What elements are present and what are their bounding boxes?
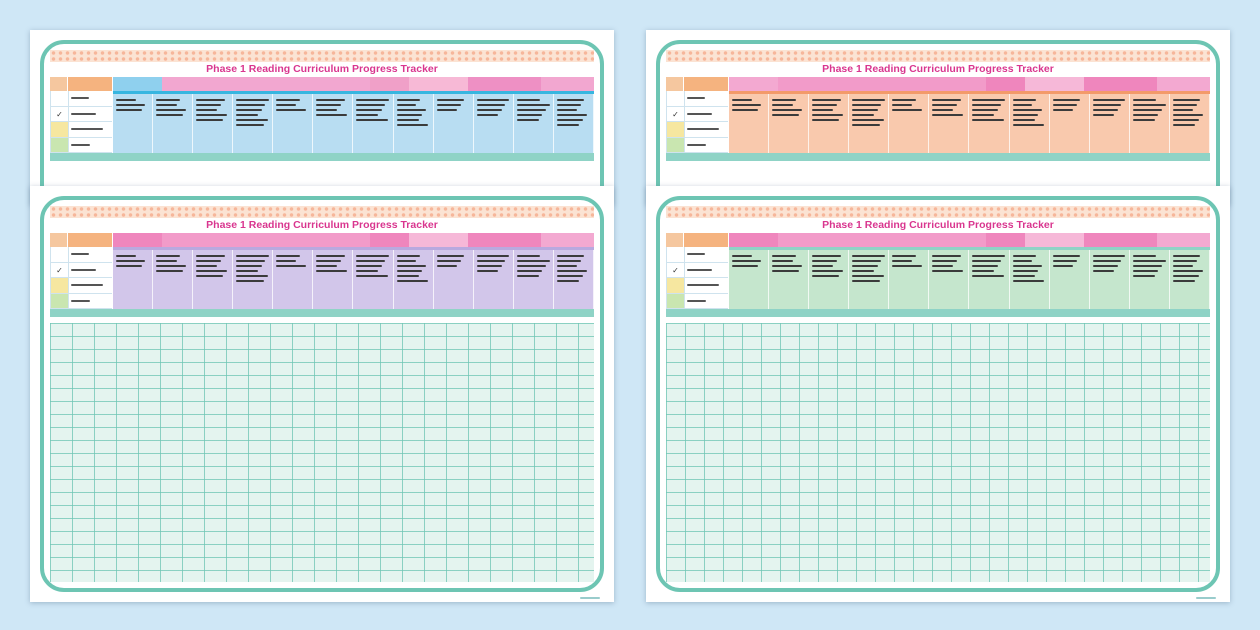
key-swatch [51,294,68,309]
objective-cell [113,250,153,309]
key-header [50,233,112,247]
key-label-placeholder [684,107,728,122]
key-row [50,294,112,310]
tracker-header [666,233,1210,309]
objective-cell [394,250,434,309]
sub-strand-heading-block [986,240,1025,247]
sub-strand-heading-block [370,240,409,247]
sub-strand-heading-block [162,84,308,91]
decorative-pattern-banner [50,50,594,62]
objective-cell [554,250,594,309]
sub-strand-band [113,240,594,247]
strand-heading-block [923,77,986,84]
key-swatch: ✓ [51,263,68,278]
key-row [50,278,112,294]
objective-cell [969,250,1009,309]
objective-cell [889,94,929,153]
key-swatch [51,278,68,293]
key-label-placeholder [68,294,112,309]
sub-strand-heading-block [307,84,370,91]
key-swatch [51,138,68,153]
decorative-pattern-banner [50,206,594,218]
key-row [666,247,728,263]
key-row [50,91,112,107]
sub-strand-heading-block [468,240,541,247]
objective-cell [809,94,849,153]
tracker-header [50,233,594,309]
strand-heading-block [409,233,467,240]
key-row [50,122,112,138]
objective-cell [313,250,353,309]
strand-heading-block [778,77,924,84]
objective-cell [193,250,233,309]
key-swatch [51,91,68,106]
key-swatch [51,122,68,137]
tracker-sheet-top-right [646,30,1230,205]
objective-cell [1090,250,1130,309]
key-row [666,294,728,310]
objective-cell [729,250,769,309]
strand-heading-block [113,233,162,240]
sub-strand-heading-block [409,84,467,91]
objective-cell [849,250,889,309]
objective-cell [474,250,514,309]
column-header-strip [666,153,1210,161]
sub-strand-heading-block [113,84,162,91]
objective-cell [514,94,554,153]
tracker-sheet-bottom-left [30,186,614,602]
objective-cell [729,94,769,153]
key-row [666,138,728,154]
sub-strand-heading-block [307,240,370,247]
strand-heading-block [307,233,370,240]
strand-heading-block [409,77,467,84]
objective-cell [394,94,434,153]
key-swatch: ✓ [667,263,684,278]
tracker-sheet-bottom-right [646,186,1230,602]
key-row [666,91,728,107]
objectives-area [729,233,1210,309]
sub-strand-heading-block [1157,84,1210,91]
key-swatch [667,91,684,106]
objective-cell [514,250,554,309]
key-swatch [667,294,684,309]
key-swatch: ✓ [667,107,684,122]
key-label-placeholder [684,91,728,106]
objective-cell [1050,250,1090,309]
objective-cell [849,94,889,153]
objective-cell [1130,94,1170,153]
objective-cells-row [729,250,1210,309]
sub-strand-heading-block [541,84,594,91]
objective-cell [1010,94,1050,153]
sub-strand-heading-block [409,240,467,247]
key-row [666,107,728,123]
key-header [50,77,112,91]
strand-band [729,77,1210,84]
key-row [50,138,112,154]
objective-cell [313,94,353,153]
strand-heading-block [1084,233,1157,240]
objective-cells-row [113,250,594,309]
objective-cell [233,94,273,153]
strand-heading-block [541,233,594,240]
tracker-header [50,77,594,153]
key-label-placeholder [684,122,728,137]
sub-strand-heading-block [541,240,594,247]
sub-strand-band [729,240,1210,247]
objective-cell [1090,94,1130,153]
decorative-pattern-banner [666,50,1210,62]
sub-strand-heading-block [778,84,924,91]
column-header-strip [666,309,1210,317]
sheet-frame [656,196,1220,592]
objectives-area [729,77,1210,153]
strand-heading-block [370,233,409,240]
strand-band [113,233,594,240]
key-label-placeholder [684,247,728,262]
key-label-placeholder [684,138,728,153]
key-label-placeholder [68,138,112,153]
objective-cell [113,94,153,153]
sheet-title: Phase 1 Reading Curriculum Progress Tracker [206,63,438,75]
objective-cell [434,94,474,153]
strand-heading-block [986,77,1025,84]
key-swatch [667,122,684,137]
strand-heading-block [541,77,594,84]
key-label-placeholder [68,107,112,122]
objective-cell [1050,94,1090,153]
key-row [666,263,728,279]
key-swatch: ✓ [51,107,68,122]
objective-cell [1010,250,1050,309]
sub-strand-heading-block [1084,240,1157,247]
key-label-placeholder [68,247,112,262]
objective-cell [969,94,1009,153]
sub-strand-heading-block [1025,84,1083,91]
strand-heading-block [778,233,924,240]
strand-heading-block [307,77,370,84]
key-row [50,263,112,279]
objective-cell [353,94,393,153]
objective-cell [273,250,313,309]
column-header-strip [50,309,594,317]
strand-heading-block [468,77,541,84]
objectives-area [113,233,594,309]
sub-strand-heading-block [986,84,1025,91]
key-swatch [667,247,684,262]
strand-heading-block [986,233,1025,240]
tracker-header [666,77,1210,153]
strand-heading-block [468,233,541,240]
objective-cell [474,94,514,153]
strand-heading-block [1025,233,1083,240]
sheet-title: Phase 1 Reading Curriculum Progress Tracker [206,219,438,231]
key-column [50,77,112,153]
objective-cell [273,94,313,153]
column-header-strip [50,153,594,161]
strand-band [113,77,594,84]
objective-cell [1130,250,1170,309]
sub-strand-heading-block [778,240,924,247]
strand-heading-block [370,77,409,84]
strand-heading-block [729,77,778,84]
objective-cells-row [113,94,594,153]
sub-strand-heading-block [468,84,541,91]
key-header [666,77,728,91]
sub-strand-band [729,84,1210,91]
objective-cells-row [729,94,1210,153]
key-row [666,278,728,294]
pupil-tracking-grid [50,323,594,582]
strand-heading-block [923,233,986,240]
objective-cell [233,250,273,309]
objective-cell [1170,94,1210,153]
decorative-pattern-banner [666,206,1210,218]
objective-cell [353,250,393,309]
objective-cell [193,94,233,153]
key-column [666,77,728,153]
strand-heading-block [729,233,778,240]
key-header [666,233,728,247]
key-column [666,233,728,309]
sub-strand-heading-block [1025,240,1083,247]
objective-cell [554,94,594,153]
strand-band [729,233,1210,240]
objective-cell [153,94,193,153]
pupil-tracking-grid [666,323,1210,582]
objective-cell [929,250,969,309]
strand-heading-block [162,77,308,84]
strand-heading-block [113,77,162,84]
key-label-placeholder [68,122,112,137]
objective-cell [769,250,809,309]
footer-mark [580,597,600,599]
key-label-placeholder [684,278,728,293]
key-label-placeholder [684,263,728,278]
key-row [50,247,112,263]
key-label-placeholder [68,278,112,293]
objective-cell [889,250,929,309]
key-column [50,233,112,309]
sheet-title: Phase 1 Reading Curriculum Progress Tracker [822,63,1054,75]
sub-strand-heading-block [729,84,778,91]
sub-strand-heading-block [113,240,162,247]
sub-strand-heading-block [1157,240,1210,247]
sub-strand-heading-block [923,240,986,247]
objective-cell [769,94,809,153]
key-swatch [667,278,684,293]
key-label-placeholder [68,91,112,106]
strand-heading-block [162,233,308,240]
objective-cell [809,250,849,309]
objectives-area [113,77,594,153]
objective-cell [153,250,193,309]
key-row [666,122,728,138]
objective-cell [1170,250,1210,309]
strand-heading-block [1025,77,1083,84]
key-label-placeholder [684,294,728,309]
objective-cell [929,94,969,153]
footer-mark [1196,597,1216,599]
sheet-title: Phase 1 Reading Curriculum Progress Tracker [822,219,1054,231]
sub-strand-heading-block [923,84,986,91]
sub-strand-heading-block [1084,84,1157,91]
key-row [50,107,112,123]
key-label-placeholder [68,263,112,278]
strand-heading-block [1157,77,1210,84]
sheet-frame [40,196,604,592]
sub-strand-heading-block [370,84,409,91]
sub-strand-heading-block [162,240,308,247]
sub-strand-band [113,84,594,91]
tracker-sheet-top-left [30,30,614,205]
strand-heading-block [1157,233,1210,240]
strand-heading-block [1084,77,1157,84]
sub-strand-heading-block [729,240,778,247]
key-swatch [51,247,68,262]
objective-cell [434,250,474,309]
key-swatch [667,138,684,153]
